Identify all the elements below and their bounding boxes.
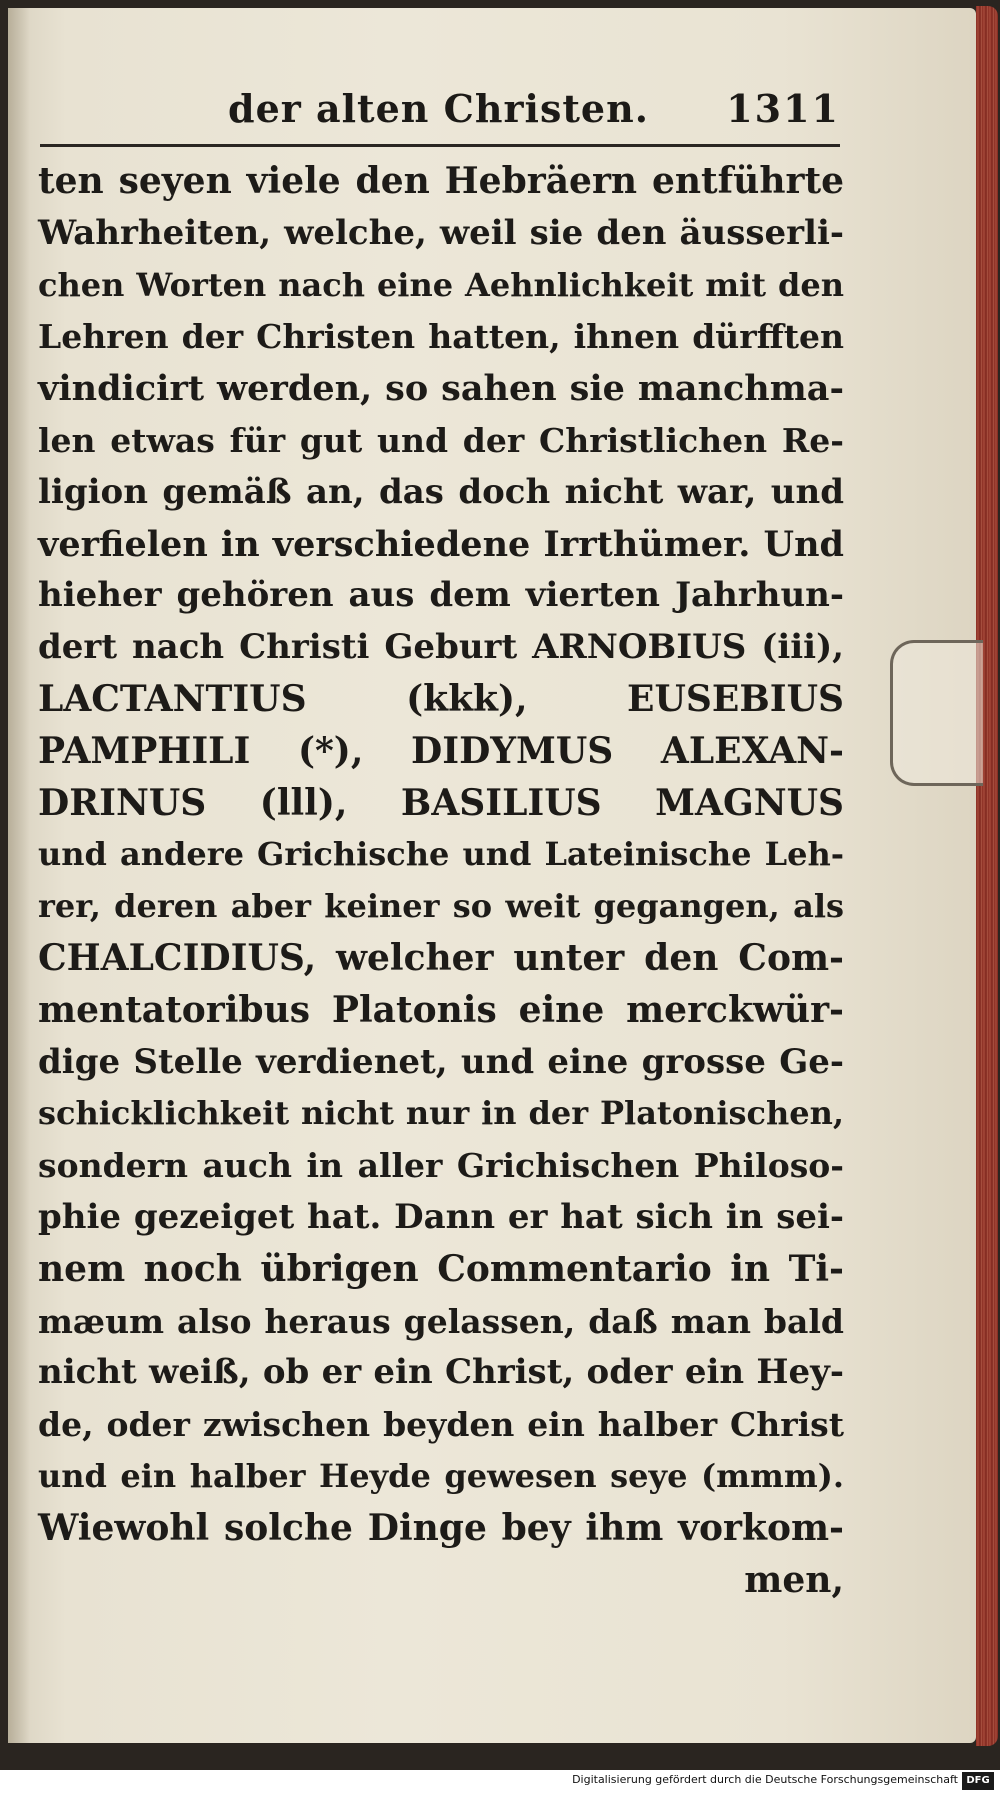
text-line: vindicirt werden, so sahen sie manchma- (38, 368, 844, 410)
text-line: ten seyen viele den Hebräern entführte (38, 160, 844, 202)
page-clip (890, 640, 983, 786)
digitization-footer (0, 1770, 1000, 1793)
dfg-logo: DFG (962, 1772, 994, 1790)
text-line: PAMPHILI (*), DIDYMUS ALEXAN- (38, 729, 844, 772)
text-line: mentatoribus Platonis eine merckwür- (38, 988, 844, 1031)
text-line: de, oder zwischen beyden ein halber Christ (38, 1405, 844, 1445)
catchword: men, (744, 1558, 844, 1601)
text-line: verfielen in verschiedene Irrthümer. Und (38, 523, 844, 565)
text-line: len etwas für gut und der Christlichen Re- (38, 420, 844, 460)
page-header (38, 78, 844, 140)
text-line: und andere Grichische und Lateinische Leh- (38, 835, 844, 874)
running-head: der alten Christen. (228, 86, 649, 131)
text-line: nem noch übrigen Commentario in Ti- (38, 1247, 844, 1290)
funding-credit: Digitalisierung gefördert durch die Deutsche Forschungsgemeinschaft (572, 1773, 958, 1786)
book-edge (976, 6, 998, 1746)
text-line: LACTANTIUS (kkk), EUSEBIUS (38, 677, 844, 720)
text-line: schicklichkeit nicht nur in der Platonischen, (38, 1094, 844, 1133)
text-line: mæum also heraus gelassen, daß man bald (38, 1301, 844, 1341)
body-text (38, 156, 844, 1606)
text-line: CHALCIDIUS, welcher unter den Com- (38, 936, 844, 979)
text-line: dige Stelle verdienet, und eine grosse Ge- (38, 1041, 844, 1082)
text-line: Wiewohl solche Dinge bey ihm vorkom- (38, 1506, 844, 1549)
text-line: dert nach Christi Geburt ARNOBIUS (iii), (38, 627, 844, 668)
text-line: hieher gehören aus dem vierten Jahrhun- (38, 575, 844, 616)
text-line: chen Worten nach eine Aehnlichkeit mit den (38, 265, 844, 304)
text-line: Wahrheiten, welche, weil sie den äusserli- (38, 212, 844, 253)
text-line: sondern auch in aller Grichischen Philoso- (38, 1146, 844, 1186)
page-number: 1311 (726, 86, 840, 131)
text-line: nicht weiß, ob er ein Christ, oder ein Hey- (38, 1352, 844, 1393)
text-line: Lehren der Christen hatten, ihnen dürfften (38, 317, 844, 357)
text-line: rer, deren aber keiner so weit gegangen, als (38, 887, 844, 926)
header-rule (40, 144, 840, 147)
text-line: phie gezeiget hat. Dann er hat sich in sei- (38, 1196, 844, 1237)
page-gutter-shadow (8, 8, 30, 1743)
text-line: ligion gemäß an, das doch nicht war, und (38, 471, 844, 512)
text-line: DRINUS (lll), BASILIUS MAGNUS (38, 781, 844, 824)
text-line: und ein halber Heyde gewesen seye (mmm). (38, 1456, 844, 1495)
